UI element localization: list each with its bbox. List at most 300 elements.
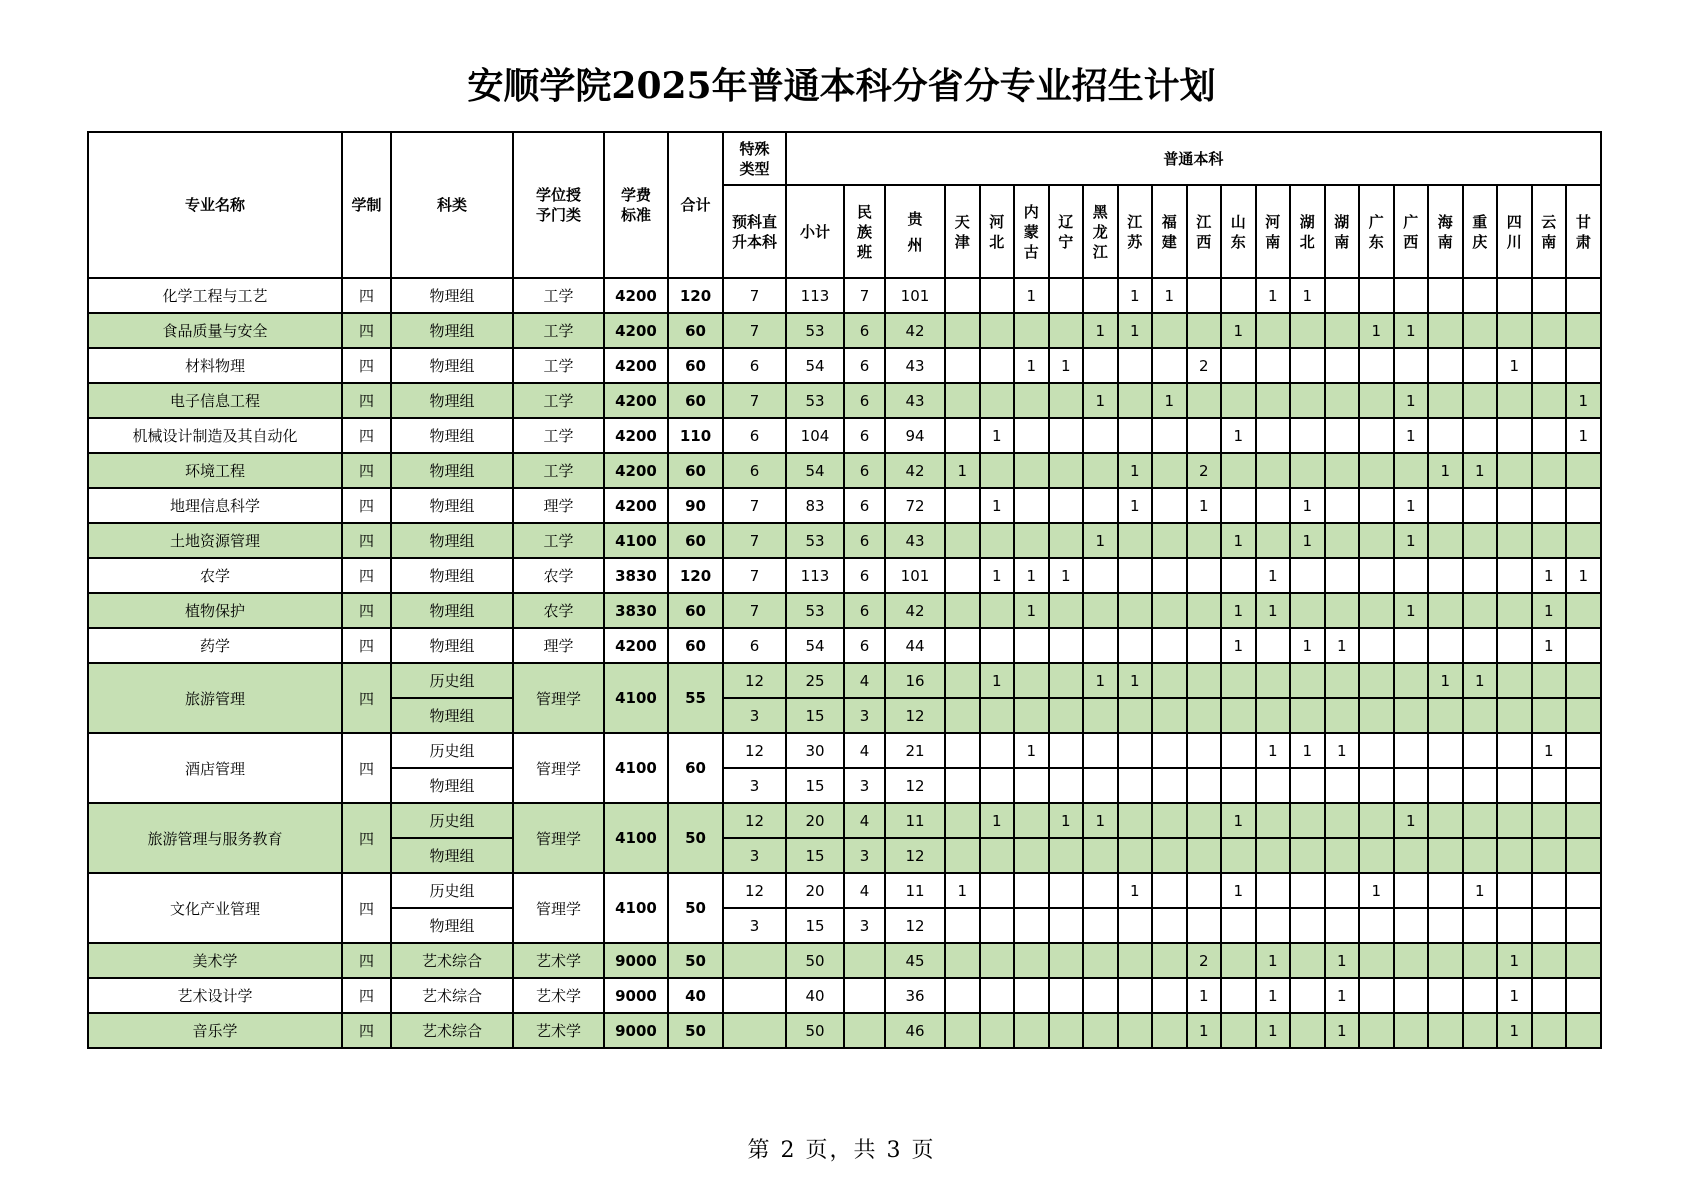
special-quota: 3: [723, 698, 786, 733]
province-quota-山东: [1221, 698, 1256, 733]
province-quota-辽宁: 1: [1049, 803, 1084, 838]
subtotal: 54: [786, 628, 844, 663]
province-quota-山东: [1221, 663, 1256, 698]
province-quota-内蒙古: [1014, 383, 1049, 418]
duration: 四: [342, 593, 391, 628]
province-quota-云南: [1532, 383, 1567, 418]
province-quota-广东: [1359, 978, 1394, 1013]
province-quota-江西: [1187, 313, 1222, 348]
province-quota-内蒙古: [1014, 978, 1049, 1013]
header-province: 山 东: [1221, 185, 1256, 278]
province-quota-广西: [1394, 873, 1429, 908]
page-title: 安顺学院2025年普通本科分省分专业招生计划: [467, 65, 1216, 107]
province-quota-江西: [1187, 768, 1222, 803]
header-province: 海 南: [1428, 185, 1463, 278]
total: 120: [668, 558, 723, 593]
province-quota-湖北: [1290, 453, 1325, 488]
duration: 四: [342, 733, 391, 803]
province-quota-河北: [980, 978, 1015, 1013]
province-quota-湖南: [1325, 418, 1360, 453]
province-quota-内蒙古: [1014, 873, 1049, 908]
province-quota-广东: [1359, 453, 1394, 488]
table-row: [88, 628, 1601, 663]
province-quota-云南: [1532, 1013, 1567, 1048]
province-quota-河南: [1256, 383, 1291, 418]
province-quota-四川: [1497, 733, 1532, 768]
subtotal: 113: [786, 278, 844, 313]
province-quota-四川: [1497, 628, 1532, 663]
province-quota-甘肃: 1: [1566, 558, 1601, 593]
province-quota-重庆: [1463, 838, 1498, 873]
province-quota-山东: [1221, 838, 1256, 873]
province-quota-河北: [980, 768, 1015, 803]
province-quota-云南: [1532, 278, 1567, 313]
subtotal: 15: [786, 698, 844, 733]
province-quota-内蒙古: [1014, 313, 1049, 348]
province-quota-辽宁: [1049, 313, 1084, 348]
province-quota-山东: [1221, 943, 1256, 978]
ethnic-class: 6: [844, 558, 885, 593]
province-quota-内蒙古: 1: [1014, 278, 1049, 313]
province-quota-海南: [1428, 733, 1463, 768]
special-quota: 6: [723, 453, 786, 488]
duration: 四: [342, 803, 391, 873]
duration: 四: [342, 943, 391, 978]
province-quota-湖北: [1290, 558, 1325, 593]
province-quota-甘肃: 1: [1566, 383, 1601, 418]
province-quota-内蒙古: 1: [1014, 733, 1049, 768]
special-quota: 6: [723, 628, 786, 663]
province-quota-江苏: [1118, 1013, 1153, 1048]
duration: 四: [342, 523, 391, 558]
province-quota-广东: [1359, 838, 1394, 873]
province-quota-湖南: 1: [1325, 733, 1360, 768]
province-quota-福建: [1152, 313, 1187, 348]
duration: 四: [342, 978, 391, 1013]
province-quota-云南: [1532, 313, 1567, 348]
province-quota-云南: [1532, 698, 1567, 733]
ethnic-class: 4: [844, 873, 885, 908]
tuition: 9000: [604, 1013, 668, 1048]
province-quota-江西: [1187, 733, 1222, 768]
province-quota-福建: [1152, 698, 1187, 733]
province-quota-甘肃: [1566, 278, 1601, 313]
province-quota-湖南: 1: [1325, 628, 1360, 663]
header-text-line: 学位授: [535, 186, 581, 204]
major-name: 化学工程与工艺: [88, 278, 342, 313]
category: 物理组: [391, 383, 513, 418]
province-quota-贵州: 36: [885, 978, 945, 1013]
header-province: 贵 州: [885, 185, 945, 278]
subtotal: 30: [786, 733, 844, 768]
header-province: 湖 南: [1325, 185, 1360, 278]
page-number: 第 2 页，共 3 页: [747, 1138, 936, 1163]
province-quota-四川: [1497, 593, 1532, 628]
province-quota-福建: [1152, 733, 1187, 768]
province-quota-内蒙古: [1014, 943, 1049, 978]
total: 50: [668, 803, 723, 873]
province-quota-四川: [1497, 313, 1532, 348]
province-quota-贵州: 45: [885, 943, 945, 978]
province-quota-广东: [1359, 943, 1394, 978]
ethnic-class: [844, 943, 885, 978]
province-quota-湖北: [1290, 978, 1325, 1013]
province-quota-广西: [1394, 733, 1429, 768]
province-quota-山东: 1: [1221, 593, 1256, 628]
province-quota-四川: 1: [1497, 943, 1532, 978]
province-quota-甘肃: [1566, 313, 1601, 348]
province-quota-内蒙古: [1014, 803, 1049, 838]
special-quota: 12: [723, 663, 786, 698]
province-quota-云南: [1532, 348, 1567, 383]
province-quota-天津: [945, 628, 980, 663]
province-quota-河南: [1256, 348, 1291, 383]
province-quota-福建: [1152, 1013, 1187, 1048]
province-quota-黑龙江: [1083, 873, 1118, 908]
province-quota-江西: [1187, 663, 1222, 698]
special-quota: 3: [723, 768, 786, 803]
province-quota-湖北: [1290, 418, 1325, 453]
province-quota-重庆: 1: [1463, 453, 1498, 488]
province-quota-海南: [1428, 383, 1463, 418]
tuition: 4200: [604, 313, 668, 348]
province-quota-江苏: 1: [1118, 278, 1153, 313]
province-quota-广东: 1: [1359, 313, 1394, 348]
header-province: 重 庆: [1463, 185, 1498, 278]
degree: 管理学: [513, 663, 604, 733]
ethnic-class: [844, 1013, 885, 1048]
province-quota-山东: 1: [1221, 873, 1256, 908]
province-quota-河北: [980, 278, 1015, 313]
province-quota-广西: [1394, 278, 1429, 313]
province-quota-河北: [980, 313, 1015, 348]
category: 历史组: [391, 873, 513, 908]
province-quota-内蒙古: [1014, 768, 1049, 803]
province-quota-河北: [980, 348, 1015, 383]
province-quota-山东: [1221, 1013, 1256, 1048]
special-quota: 7: [723, 313, 786, 348]
province-quota-广东: [1359, 663, 1394, 698]
category: 物理组: [391, 348, 513, 383]
province-quota-黑龙江: 1: [1083, 523, 1118, 558]
province-quota-河北: 1: [980, 803, 1015, 838]
province-quota-云南: 1: [1532, 558, 1567, 593]
province-quota-河北: [980, 593, 1015, 628]
province-quota-甘肃: [1566, 803, 1601, 838]
subtotal: 53: [786, 593, 844, 628]
province-quota-黑龙江: 1: [1083, 803, 1118, 838]
province-quota-湖南: 1: [1325, 943, 1360, 978]
major-name: 地理信息科学: [88, 488, 342, 523]
province-quota-广东: [1359, 908, 1394, 943]
ethnic-class: 3: [844, 908, 885, 943]
province-quota-江苏: 1: [1118, 453, 1153, 488]
province-quota-河南: [1256, 663, 1291, 698]
ethnic-class: 6: [844, 348, 885, 383]
province-quota-福建: [1152, 348, 1187, 383]
province-quota-福建: [1152, 803, 1187, 838]
major-name: 药学: [88, 628, 342, 663]
province-quota-贵州: 42: [885, 453, 945, 488]
province-quota-广西: 1: [1394, 523, 1429, 558]
header-duration: 学制: [342, 132, 391, 278]
table-row: [88, 348, 1601, 383]
province-quota-广西: 1: [1394, 803, 1429, 838]
province-quota-辽宁: [1049, 628, 1084, 663]
province-quota-山东: 1: [1221, 523, 1256, 558]
province-quota-重庆: [1463, 908, 1498, 943]
subtotal: 54: [786, 348, 844, 383]
province-quota-天津: [945, 943, 980, 978]
province-quota-江苏: 1: [1118, 313, 1153, 348]
province-quota-福建: [1152, 838, 1187, 873]
province-quota-江苏: [1118, 348, 1153, 383]
province-quota-四川: [1497, 558, 1532, 593]
province-quota-河南: 1: [1256, 558, 1291, 593]
province-quota-重庆: [1463, 943, 1498, 978]
province-quota-河北: [980, 873, 1015, 908]
province-quota-湖北: [1290, 383, 1325, 418]
province-quota-海南: [1428, 348, 1463, 383]
province-quota-山东: [1221, 908, 1256, 943]
duration: 四: [342, 453, 391, 488]
ethnic-class: 6: [844, 593, 885, 628]
province-quota-福建: [1152, 488, 1187, 523]
total: 50: [668, 873, 723, 943]
category: 物理组: [391, 453, 513, 488]
tuition: 3830: [604, 558, 668, 593]
header-province: 辽 宁: [1049, 185, 1084, 278]
province-quota-福建: [1152, 453, 1187, 488]
province-quota-广西: [1394, 1013, 1429, 1048]
province-quota-内蒙古: [1014, 523, 1049, 558]
ethnic-class: 6: [844, 628, 885, 663]
province-quota-海南: [1428, 1013, 1463, 1048]
province-quota-广东: [1359, 278, 1394, 313]
province-quota-海南: [1428, 908, 1463, 943]
total: 90: [668, 488, 723, 523]
province-quota-海南: [1428, 488, 1463, 523]
province-quota-四川: [1497, 838, 1532, 873]
province-quota-广西: [1394, 663, 1429, 698]
province-quota-山东: 1: [1221, 803, 1256, 838]
province-quota-贵州: 44: [885, 628, 945, 663]
province-quota-福建: [1152, 558, 1187, 593]
tuition: 4200: [604, 348, 668, 383]
category: 物理组: [391, 698, 513, 733]
province-quota-江西: 1: [1187, 488, 1222, 523]
province-quota-甘肃: [1566, 908, 1601, 943]
major-name: 旅游管理: [88, 663, 342, 733]
degree: 农学: [513, 593, 604, 628]
category: 物理组: [391, 558, 513, 593]
province-quota-黑龙江: [1083, 593, 1118, 628]
province-quota-辽宁: [1049, 943, 1084, 978]
province-quota-四川: [1497, 698, 1532, 733]
province-quota-甘肃: [1566, 1013, 1601, 1048]
province-quota-湖南: [1325, 558, 1360, 593]
province-quota-甘肃: [1566, 523, 1601, 558]
province-quota-甘肃: [1566, 838, 1601, 873]
province-quota-河南: [1256, 418, 1291, 453]
province-quota-广西: [1394, 908, 1429, 943]
province-quota-河北: [980, 733, 1015, 768]
category: 物理组: [391, 313, 513, 348]
province-quota-四川: [1497, 453, 1532, 488]
province-quota-甘肃: [1566, 348, 1601, 383]
province-quota-广西: [1394, 628, 1429, 663]
province-quota-湖北: [1290, 663, 1325, 698]
special-quota: 12: [723, 803, 786, 838]
province-quota-天津: [945, 523, 980, 558]
province-quota-黑龙江: [1083, 943, 1118, 978]
province-quota-贵州: 12: [885, 698, 945, 733]
total: 60: [668, 523, 723, 558]
header-tuition: [604, 132, 668, 278]
special-quota: 6: [723, 348, 786, 383]
province-quota-广西: [1394, 348, 1429, 383]
total: 60: [668, 383, 723, 418]
province-quota-江西: 2: [1187, 453, 1222, 488]
province-quota-辽宁: [1049, 908, 1084, 943]
province-quota-辽宁: [1049, 523, 1084, 558]
province-quota-湖北: 1: [1290, 488, 1325, 523]
province-quota-四川: [1497, 803, 1532, 838]
province-quota-内蒙古: [1014, 453, 1049, 488]
province-quota-贵州: 101: [885, 278, 945, 313]
degree: 管理学: [513, 803, 604, 873]
subtotal: 53: [786, 523, 844, 558]
province-quota-黑龙江: [1083, 558, 1118, 593]
ethnic-class: 3: [844, 838, 885, 873]
province-quota-广东: [1359, 348, 1394, 383]
province-quota-河南: [1256, 523, 1291, 558]
province-quota-江苏: [1118, 978, 1153, 1013]
header-province: 江 苏: [1118, 185, 1153, 278]
province-quota-江西: [1187, 628, 1222, 663]
province-quota-云南: 1: [1532, 733, 1567, 768]
province-quota-内蒙古: [1014, 628, 1049, 663]
province-quota-山东: [1221, 768, 1256, 803]
duration: 四: [342, 278, 391, 313]
province-quota-黑龙江: [1083, 698, 1118, 733]
major-name: 美术学: [88, 943, 342, 978]
province-quota-广东: [1359, 803, 1394, 838]
table-row: [88, 803, 1601, 838]
province-quota-广东: [1359, 593, 1394, 628]
province-quota-天津: [945, 418, 980, 453]
tuition: 4200: [604, 488, 668, 523]
province-quota-河北: 1: [980, 558, 1015, 593]
tuition: 4200: [604, 453, 668, 488]
header-province: 甘 肃: [1566, 185, 1601, 278]
province-quota-河南: [1256, 628, 1291, 663]
province-quota-内蒙古: 1: [1014, 558, 1049, 593]
province-quota-云南: [1532, 488, 1567, 523]
province-quota-山东: [1221, 978, 1256, 1013]
table-row: [88, 733, 1601, 768]
province-quota-广东: [1359, 628, 1394, 663]
province-quota-河北: 1: [980, 663, 1015, 698]
province-quota-江苏: [1118, 733, 1153, 768]
province-quota-山东: 1: [1221, 418, 1256, 453]
province-quota-江西: [1187, 698, 1222, 733]
province-quota-辽宁: [1049, 593, 1084, 628]
province-quota-贵州: 42: [885, 313, 945, 348]
province-quota-山东: 1: [1221, 628, 1256, 663]
province-quota-海南: [1428, 278, 1463, 313]
province-quota-黑龙江: [1083, 453, 1118, 488]
duration: 四: [342, 313, 391, 348]
province-quota-四川: [1497, 908, 1532, 943]
province-quota-湖北: [1290, 698, 1325, 733]
province-quota-天津: 1: [945, 453, 980, 488]
subtotal: 113: [786, 558, 844, 593]
tuition: 4100: [604, 873, 668, 943]
degree: 艺术学: [513, 1013, 604, 1048]
province-quota-天津: [945, 838, 980, 873]
province-quota-江苏: [1118, 908, 1153, 943]
province-quota-广西: [1394, 838, 1429, 873]
province-quota-海南: [1428, 628, 1463, 663]
province-quota-云南: [1532, 663, 1567, 698]
province-quota-江苏: [1118, 418, 1153, 453]
province-quota-湖北: [1290, 803, 1325, 838]
province-quota-海南: [1428, 593, 1463, 628]
province-quota-黑龙江: 1: [1083, 383, 1118, 418]
province-quota-贵州: 46: [885, 1013, 945, 1048]
tuition: 4100: [604, 733, 668, 803]
special-quota: 12: [723, 873, 786, 908]
table-row: [88, 663, 1601, 698]
duration: 四: [342, 873, 391, 943]
province-quota-湖南: [1325, 278, 1360, 313]
province-quota-甘肃: [1566, 453, 1601, 488]
special-quota: 6: [723, 418, 786, 453]
province-quota-辽宁: [1049, 663, 1084, 698]
province-quota-湖北: [1290, 768, 1325, 803]
province-quota-四川: 1: [1497, 1013, 1532, 1048]
province-quota-山东: [1221, 733, 1256, 768]
province-quota-河北: 1: [980, 488, 1015, 523]
province-quota-广西: [1394, 453, 1429, 488]
ethnic-class: [844, 978, 885, 1013]
province-quota-江西: [1187, 593, 1222, 628]
province-quota-江苏: [1118, 768, 1153, 803]
province-quota-广东: [1359, 733, 1394, 768]
tuition: 9000: [604, 943, 668, 978]
degree: 艺术学: [513, 943, 604, 978]
province-quota-福建: 1: [1152, 383, 1187, 418]
province-quota-甘肃: [1566, 488, 1601, 523]
major-name: 土地资源管理: [88, 523, 342, 558]
province-quota-四川: 1: [1497, 348, 1532, 383]
province-quota-黑龙江: [1083, 908, 1118, 943]
province-quota-甘肃: [1566, 873, 1601, 908]
province-quota-辽宁: [1049, 278, 1084, 313]
province-quota-云南: [1532, 978, 1567, 1013]
special-quota: 7: [723, 593, 786, 628]
ethnic-class: 4: [844, 803, 885, 838]
degree: 工学: [513, 278, 604, 313]
province-quota-内蒙古: [1014, 698, 1049, 733]
province-quota-辽宁: [1049, 383, 1084, 418]
province-quota-湖北: [1290, 873, 1325, 908]
province-quota-天津: [945, 768, 980, 803]
province-quota-江苏: [1118, 698, 1153, 733]
province-quota-云南: [1532, 453, 1567, 488]
total: 110: [668, 418, 723, 453]
